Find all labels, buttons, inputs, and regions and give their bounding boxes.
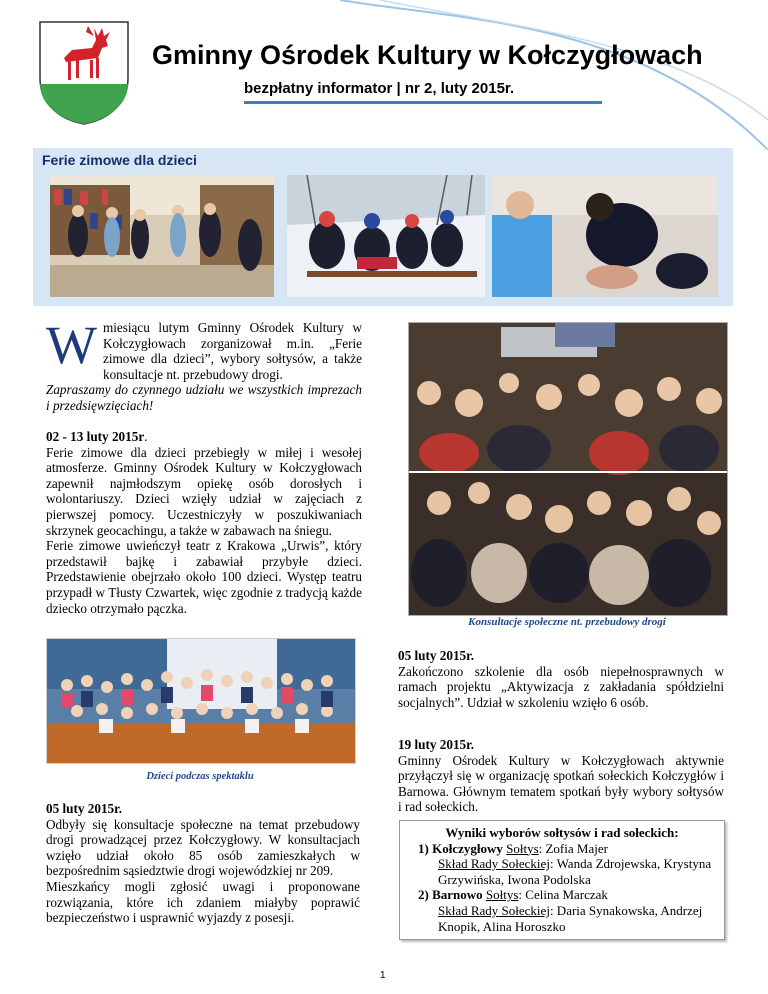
wybory-section	[398, 737, 724, 815]
photo-winter-sledding	[287, 175, 485, 297]
ferie-section	[46, 429, 362, 616]
konsultacje-text: Odbyły się konsultacje społeczne na temat przebudowy drogi prowadzącej przez Kołczygłowy. W konsultacjach wzięło udział około 85 osób zamieszkałych w bezpośrednim sąsiedztwie drogi wojewódzkiej nr 209.	[46, 816, 360, 879]
results-item-place: Kołczygłowy	[432, 840, 503, 856]
results-soltys: : Zofia Majer	[538, 840, 608, 856]
results-item-place: Barnowo	[432, 887, 483, 903]
konsultacje-text2: Mieszkańcy mogli zgłosić uwagi i proponowane rozwiązania, które ich zdaniem miałyby poprawić bezpieczeństwo i usprawnić wyjazdy z posesji.	[46, 878, 360, 926]
results-item-num: 1)	[418, 840, 429, 856]
intro-invite: Zapraszamy do czynnego udziału we wszystkich imprezach i przedsięwzięciach!	[46, 382, 362, 413]
results-soltys: : Celina Marczak	[518, 887, 608, 903]
results-item	[418, 841, 724, 888]
ferie-date: 02 - 13 luty 2015r	[46, 429, 145, 444]
wybory-date: 19 luty 2015r.	[398, 737, 475, 752]
szkolenie-section	[398, 648, 724, 710]
newsletter-subtitle: bezpłatny informator | nr 2, luty 2015r.	[244, 80, 515, 97]
banner-title: Ferie zimowe dla dzieci	[42, 152, 197, 168]
ferie-text: Ferie zimowe dla dzieci przebiegły w miłej i wesołej atmosferze. Gminny Ośrodek Kultury w Kołczygłowach zapewnił najmłodszym opiekę osób dorosłych i wolontariuszy. Dzieci wzięły udział w zajęciach z pierwszej pomocy. Uczestniczyły w poszukiwaniach skrzynek geocachingu, a także w zabawach na śniegu.	[46, 444, 362, 538]
results-rada: : Daria Synakowska, Andrzej Knopik, Alina Horoszko	[438, 902, 703, 934]
results-soltys-label: Sołtys	[506, 840, 539, 856]
intro-paragraph	[46, 315, 362, 414]
page-number: 1	[380, 970, 386, 981]
ferie-text2: Ferie zimowe uwieńczył teatr z Krakowa „Urwis”, który przedstawił bajkę i zabawiał przybyłe dzieci. Przedstawienie obejrzało około 100 dzieci. Występ teatru przypadł w Tłusty Czwartek, więc zgodnie z tradycją każde dziecko otrzymało pączka.	[46, 538, 362, 616]
results-rada-label: Skład Rady Sołeckiej	[438, 902, 550, 918]
results-item	[418, 887, 724, 934]
konsultacje-date: 05 luty 2015r.	[46, 801, 123, 816]
results-title: Wyniki wyborów sołtysów i rad sołeckich:	[445, 825, 679, 840]
header-swoosh-decoration	[340, 0, 768, 150]
intro-dropcap: W	[46, 315, 97, 375]
results-rada: : Wanda Zdrojewska, Krystyna Grzywińska, Iwona Podolska	[438, 856, 712, 887]
coat-of-arms-logo	[36, 18, 132, 126]
konsultacje-section	[46, 801, 360, 926]
caption-spektakl: Dzieci podczas spektaklu	[146, 771, 254, 782]
intro-text: miesiącu lutym Gminny Ośrodek Kultury w Kołczygłowach zorganizował m.in. „Ferie zimowe dla dzieci”, wybory sołtysów, a także konsultacje nt. przebudowy drogi.	[102, 320, 362, 382]
photo-consultations	[408, 322, 728, 616]
results-item-num: 2)	[418, 887, 429, 903]
szkolenie-text: Zakończono szkolenie dla osób niepełnosprawnych w ramach projektu „Aktywizacja z zakładania spółdzielni socjalnych”. Udział w szkoleniu wzięło 6 osób.	[398, 663, 724, 710]
subtitle-underline	[244, 101, 602, 104]
newsletter-title: Gminny Ośrodek Kultury w Kołczygłowach	[152, 40, 703, 70]
results-rada-label: Skład Rady Sołeckiej	[438, 856, 550, 872]
szkolenie-date: 05 luty 2015r.	[398, 648, 475, 663]
photo-first-aid-training	[492, 175, 718, 297]
photo-children-spectacle	[46, 638, 356, 764]
election-results-box	[399, 820, 725, 940]
ferie-date-suffix: .	[144, 429, 148, 444]
photo-library-children	[50, 175, 274, 297]
results-soltys-label: Sołtys	[485, 887, 519, 903]
caption-konsultacje: Konsultacje społeczne nt. przebudowy drogi	[468, 616, 666, 628]
wybory-text: Gminny Ośrodek Kultury w Kołczygłowach aktywnie przyłączył się w organizację spotkań sołeckich Kołczygłów i Barnowa. Głównym tematem spotkań były wybory sołtysów i rad sołeckich.	[398, 752, 724, 815]
